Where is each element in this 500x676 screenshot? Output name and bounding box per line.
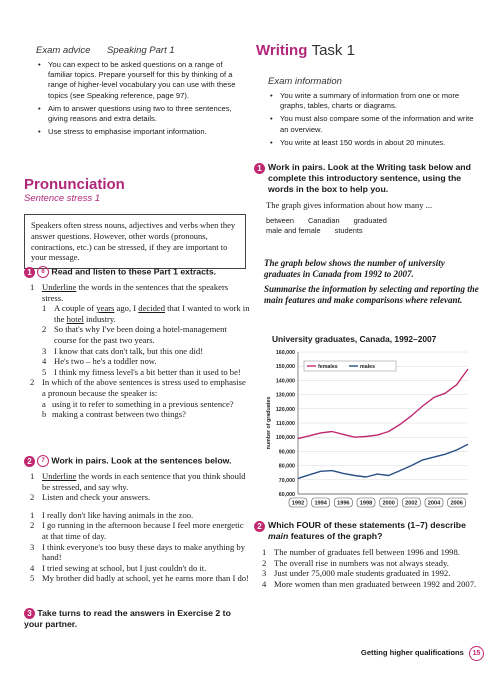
sentence-item — [30, 510, 250, 521]
instruction-text: Listen and check your answers. — [42, 492, 151, 503]
x-tick-label: 1998 — [359, 500, 373, 507]
sentence-text: industry. — [83, 313, 116, 324]
y-tick-label: 160,000 — [275, 350, 295, 356]
pronunciation-title: Pronunciation — [24, 176, 125, 193]
pronunciation-section — [24, 176, 246, 269]
instruction-item — [30, 471, 250, 492]
sentence-text: I know that cats don't talk, but this one did! — [54, 345, 204, 356]
legend-label-females: females — [318, 364, 338, 370]
audio-track-icon[interactable]: 6 — [37, 266, 49, 278]
exam-advice-list — [36, 60, 241, 137]
sentence-text: A couple of — [54, 303, 97, 314]
x-tick-label: 2006 — [450, 500, 463, 507]
sentence-text: So that's why I've been doing a hotel-management course for the past two years. — [54, 324, 227, 345]
statement-item — [262, 579, 484, 590]
y-tick-label: 90,000 — [278, 449, 295, 456]
advice-bullet: • Use stress to emphasise important information. — [36, 127, 241, 137]
exercise-2-left — [24, 455, 250, 584]
word-chip: Canadian — [307, 215, 340, 225]
instruction-item — [30, 377, 250, 398]
y-tick-label: 100,000 — [275, 435, 295, 442]
option-letter: a — [42, 398, 46, 409]
underlined-word: hotel — [66, 313, 84, 324]
exam-advice-heading — [36, 45, 241, 56]
y-tick-label: 150,000 — [275, 364, 295, 371]
exam-advice-subtitle: Speaking Part 1 — [107, 45, 175, 56]
instruction-text: the words in the sentences that the speakers stress. — [42, 282, 229, 303]
item-number: 1 — [30, 509, 35, 520]
word-chip: graduated — [353, 215, 387, 225]
exercise-number-badge: 2 — [24, 456, 35, 467]
instruction-text: the words in each sentence that you think should be stressed, and say why. — [42, 471, 246, 492]
audio-track-icon[interactable]: 7 — [37, 455, 49, 467]
item-number: 1 — [30, 282, 35, 292]
word-box — [254, 216, 484, 236]
exercise-instruction: Work in pairs. Look at the sentences below. — [51, 455, 232, 466]
info-bullet: • You must also compare some of the information and write an overview. — [268, 114, 482, 134]
task-instruction: Summarise the information by selecting and reporting the main features and make comparisons where relevant. — [264, 284, 479, 305]
exam-advice-title: Exam advice — [36, 45, 91, 56]
y-axis-label: number of graduates — [266, 396, 272, 450]
writing-task-label: Task 1 — [311, 42, 355, 59]
exercise-instruction-emphasis: main — [268, 531, 289, 541]
x-tick-label: 2000 — [382, 500, 395, 507]
writing-header — [256, 42, 482, 59]
sentence-text: He's two – he's a toddler now. — [54, 356, 157, 367]
x-tick-label: 1996 — [337, 500, 350, 507]
item-number: 1 — [42, 303, 47, 314]
sentence-item — [42, 324, 250, 345]
exercise-1-heading — [254, 162, 484, 195]
graduates-chart — [262, 334, 484, 514]
exercise-number-badge: 1 — [254, 163, 265, 174]
exercise-1-heading — [24, 266, 250, 278]
exercise-instruction: Work in pairs. Look at the Writing task below and complete this introductory sentence, using the words in the box to help you. — [268, 162, 471, 194]
task-description: The graph below shows the number of university graduates in Canada from 1992 to 2007. — [264, 258, 445, 279]
y-tick-label: 140,000 — [275, 378, 295, 385]
sentence-item — [30, 542, 250, 563]
exercise-instruction: Which FOUR of these statements (1–7) describe — [268, 520, 466, 530]
item-number: 2 — [30, 492, 35, 503]
sentence-item — [42, 303, 250, 324]
pronunciation-info-box: Speakers often stress nouns, adjectives and verbs when they answer questions. However, other words (pronouns, contractions, etc.) can be stressed, if they are important to your message. — [24, 214, 246, 269]
x-tick-label: 1992 — [291, 500, 305, 507]
sentence-item — [30, 520, 250, 541]
sentence-text: I really don't like having animals in the zoo. — [42, 509, 194, 520]
x-tick-label: 2004 — [427, 500, 441, 507]
statement-item — [262, 558, 484, 569]
exercise-2-heading — [24, 455, 250, 467]
statement-text: More women than men graduated between 1992 and 2007. — [274, 578, 477, 589]
writing-title — [256, 42, 482, 59]
exercise-1-right — [254, 162, 484, 236]
chart-title: University graduates, Canada, 1992–2007 — [272, 334, 437, 344]
sentence-text: I think my fitness level's a bit better than it used to be! — [54, 366, 241, 377]
y-tick-label: 60,000 — [278, 492, 295, 498]
y-tick-label: 120,000 — [275, 406, 295, 413]
sentence-text: My brother did badly at school, yet he earns more than I do! — [42, 573, 249, 584]
item-number: 2 — [262, 557, 267, 568]
y-tick-label: 70,000 — [278, 477, 295, 484]
sentence-item — [42, 356, 250, 367]
statement-item — [262, 568, 484, 579]
item-number: 5 — [42, 366, 47, 377]
exercise-1-left — [24, 266, 250, 420]
writing-title-text: Writing — [256, 42, 308, 59]
sentence-text: ago, I — [114, 303, 139, 314]
option-text: making a contrast between two things? — [52, 409, 186, 420]
item-number: 4 — [30, 562, 35, 573]
exercise-3-left — [24, 608, 250, 630]
chart-svg — [262, 346, 484, 514]
option-letter: b — [42, 409, 47, 420]
item-number: 3 — [42, 345, 47, 356]
underline-word: Underline — [42, 282, 77, 292]
x-tick-label: 2002 — [405, 500, 418, 507]
item-number: 4 — [42, 356, 47, 367]
exercise-instruction: Take turns to read the answers in Exercise 2 to your partner. — [24, 608, 231, 630]
word-chip: between — [266, 215, 294, 225]
item-number: 3 — [30, 541, 35, 552]
page-number: 15 — [469, 646, 484, 661]
sentence-text: I think everyone's too busy these days to make anything by hand! — [42, 541, 245, 563]
exercise-instruction: features of the graph? — [288, 531, 383, 541]
sentence-text: I go running in the afternoon because I feel more energetic at that time of day. — [42, 520, 244, 541]
exam-advice-section — [36, 45, 241, 140]
underlined-word: years — [96, 303, 115, 314]
option-a — [42, 399, 250, 410]
sentence-text: I tried sewing at school, but I just couldn't do it. — [42, 562, 207, 573]
y-tick-label: 110,000 — [276, 421, 295, 427]
exercise-number-badge: 1 — [24, 267, 35, 278]
exercise-2-heading — [254, 520, 484, 542]
item-number: 3 — [262, 568, 267, 579]
writing-task-prompt — [264, 258, 482, 306]
exam-information-list — [268, 91, 482, 148]
page-footer — [300, 646, 484, 661]
underlined-word: decided — [138, 303, 165, 314]
option-text: using it to refer to something in a previous sentence? — [52, 398, 234, 409]
statement-text: The number of graduates fell between 1996 and 1998. — [274, 547, 460, 557]
sentence-item — [30, 563, 250, 574]
sentence-item — [30, 573, 250, 584]
legend-label-males: males — [360, 364, 376, 370]
item-number: 5 — [30, 573, 35, 584]
instruction-item — [30, 492, 250, 503]
sentence-item — [42, 346, 250, 357]
item-number: 1 — [30, 471, 35, 481]
underline-word: Underline — [42, 471, 77, 481]
item-number: 2 — [30, 520, 35, 531]
info-bullet: • You write a summary of information from one or more graphs, tables, charts or diagrams. — [268, 91, 482, 111]
exercise-3-heading — [24, 608, 250, 630]
sentence-text: that I wanted to work in the — [54, 303, 250, 324]
instruction-item — [30, 282, 250, 303]
y-tick-label: 80,000 — [278, 463, 295, 470]
item-number: 2 — [30, 377, 35, 388]
exercise-number-badge: 3 — [24, 608, 35, 619]
y-tick-label: 130,000 — [275, 392, 295, 399]
exam-information-heading: Exam information — [268, 76, 342, 87]
exercise-instruction: Read and listen to these Part 1 extracts. — [51, 266, 217, 277]
option-b — [42, 409, 250, 420]
exercise-number-badge: 2 — [254, 521, 265, 532]
word-chip: male and female — [266, 225, 321, 235]
sentence-item — [42, 367, 250, 378]
statement-text: Just under 75,000 male students graduated in 1992. — [274, 568, 451, 579]
advice-bullet: • You can expect to be asked questions on a range of familiar topics. Prepare yourself for this by thinking of a range of higher-level vocabulary you can use with these topics (see Speaking reference, page 97). — [36, 60, 241, 101]
statement-item — [262, 547, 484, 558]
instruction-text: In which of the above sentences is stress used to emphasise a pronoun because the speaker is: — [42, 377, 246, 398]
intro-sentence: The graph gives information about how many ... — [266, 200, 433, 210]
item-number: 2 — [42, 324, 47, 335]
exercise-2-right — [254, 520, 484, 589]
x-tick-label: 1994 — [314, 500, 327, 507]
info-bullet: • You write at least 150 words in about 20 minutes. — [268, 138, 482, 148]
exam-information-section — [268, 76, 482, 151]
item-number: 1 — [262, 547, 267, 557]
word-chip: students — [334, 225, 363, 235]
pronunciation-subtitle: Sentence stress 1 — [24, 193, 101, 204]
footer-unit-title: Getting higher qualifications — [360, 648, 464, 657]
advice-bullet: • Aim to answer questions using two to three sentences, giving reasons and extra details. — [36, 104, 241, 124]
item-number: 4 — [262, 578, 267, 589]
statement-text: The overall rise in numbers was not always steady. — [274, 557, 449, 568]
